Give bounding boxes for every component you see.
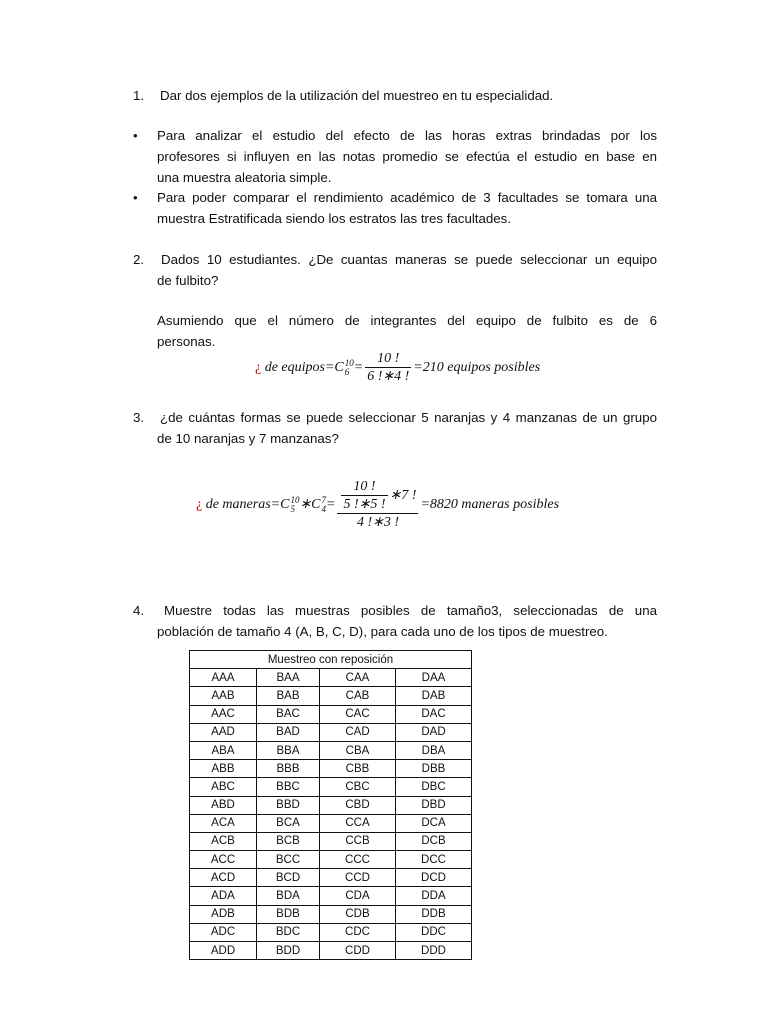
table-cell: DCB	[396, 832, 472, 850]
question-4-number: 4.	[133, 603, 145, 618]
table-cell: ADD	[190, 942, 257, 960]
table-cell: BCB	[257, 832, 320, 850]
outer-denominator: 4 !∗3 !	[337, 513, 418, 531]
formula-equipos: ¿ de equipos=C 10 6 = $\frac{10 !}{6 !∗4 !}$ =210 equipos posibles	[255, 351, 541, 384]
table-row	[190, 832, 472, 850]
question-2-number: 2.	[133, 252, 145, 267]
combination-sup: 10	[344, 358, 354, 368]
table-cell: ABC	[190, 778, 257, 796]
table-body	[190, 669, 472, 960]
fraction-denominator: 6 !∗4 !	[367, 369, 410, 384]
table-cell: CAB	[320, 687, 396, 705]
bullet-icon: •	[133, 190, 138, 205]
table-cell: ACB	[190, 832, 257, 850]
combination-indices	[322, 496, 327, 514]
fraction	[365, 351, 411, 385]
formula-maneras: ¿ de maneras=C 10 5 ∗C 7 4 = $\frac{10 !}{5 !∗5 !}$ ∗7 ! 4 !∗3 ! =8820 maneras posibles	[196, 479, 560, 530]
table-row	[190, 905, 472, 923]
table-cell: AAC	[190, 705, 257, 723]
table-cell: DAB	[396, 687, 472, 705]
table-cell: BDD	[257, 942, 320, 960]
table-cell: CBD	[320, 796, 396, 814]
table-cell: ACD	[190, 869, 257, 887]
table-row	[190, 814, 472, 832]
table-row	[190, 942, 472, 960]
table-cell: DAC	[396, 705, 472, 723]
formula-lhs: de equipos=C	[264, 360, 344, 376]
table-cell: AAD	[190, 723, 257, 741]
table-cell: CAA	[320, 669, 396, 687]
table-row	[190, 869, 472, 887]
fraction-numerator: 10 !	[377, 351, 400, 366]
table-cell: DAD	[396, 723, 472, 741]
table-cell: CDD	[320, 942, 396, 960]
inverted-question-mark: ¿	[255, 360, 262, 376]
table-cell: DAA	[396, 669, 472, 687]
table-cell: BAA	[257, 669, 320, 687]
table-cell: CDA	[320, 887, 396, 905]
sampling-table	[189, 650, 472, 960]
outer-fraction	[337, 479, 418, 531]
table-row	[190, 887, 472, 905]
table-row	[190, 760, 472, 778]
table-cell: BBC	[257, 778, 320, 796]
question-2-line-1: Dados 10 estudiantes. ¿De cuantas maneras se puede seleccionar un equipo	[161, 252, 657, 267]
table-cell: BAC	[257, 705, 320, 723]
outer-numerator	[337, 479, 418, 513]
combination-sub: 6	[344, 367, 350, 377]
question-3-line-1: ¿de cuántas formas se puede seleccionar 5 naranjas y 4 manzanas de un grupo	[160, 410, 657, 425]
question-4-line-2: población de tamaño 4 (A, B, C, D), para cada uno de los tipos de muestreo.	[157, 624, 608, 639]
table-cell: AAA	[190, 669, 257, 687]
bullet-icon: •	[133, 128, 138, 143]
combination-indices	[345, 359, 354, 377]
table-cell: ACA	[190, 814, 257, 832]
bullet-1-line-2: profesores si influyen en las notas promedio se efectúa el estudio en base en	[157, 149, 657, 164]
table-row	[190, 705, 472, 723]
table-cell: CBB	[320, 760, 396, 778]
table-cell: ABA	[190, 741, 257, 759]
table-cell: CDC	[320, 923, 396, 941]
bullet-1-line-3: una muestra aleatoria simple.	[157, 170, 332, 185]
table-cell: CAD	[320, 723, 396, 741]
table-cell: ABB	[190, 760, 257, 778]
table-cell: BCC	[257, 851, 320, 869]
table-cell: CDB	[320, 905, 396, 923]
formula-lhs: de maneras=C	[205, 497, 290, 513]
table-cell: BBD	[257, 796, 320, 814]
table-title: Muestreo con reposición	[190, 651, 472, 669]
table-row	[190, 687, 472, 705]
table-row	[190, 741, 472, 759]
table-header-row	[190, 651, 472, 669]
bullet-2-line-2: muestra Estratificada siendo los estratos las tres facultades.	[157, 211, 512, 226]
table-cell: DCA	[396, 814, 472, 832]
formula-mid: ∗C	[299, 497, 321, 513]
table-cell: BCA	[257, 814, 320, 832]
formula-result: =210 equipos posibles	[413, 360, 541, 376]
question-4-line-1: Muestre todas las muestras posibles de tamaño3, seleccionadas de una	[164, 603, 657, 618]
table-cell: BAD	[257, 723, 320, 741]
table-cell: BBA	[257, 741, 320, 759]
question-2-line-2: de fulbito?	[157, 273, 219, 288]
question-3-line-2: de 10 naranjas y 7 manzanas?	[157, 431, 339, 446]
table-cell: DCC	[396, 851, 472, 869]
table-cell: CCA	[320, 814, 396, 832]
table-cell: AAB	[190, 687, 257, 705]
formula-result: =8820 maneras posibles	[420, 497, 560, 513]
table-row	[190, 778, 472, 796]
table-row	[190, 923, 472, 941]
table-cell: DBD	[396, 796, 472, 814]
table-cell: BDC	[257, 923, 320, 941]
table-cell: ABD	[190, 796, 257, 814]
table-cell: CBA	[320, 741, 396, 759]
table-cell: DCD	[396, 869, 472, 887]
question-3-number: 3.	[133, 410, 145, 425]
inner-denominator: 5 !∗5 !	[343, 497, 386, 512]
table-cell: CCC	[320, 851, 396, 869]
table-cell: BDB	[257, 905, 320, 923]
combination-sub: 5	[290, 504, 295, 514]
table-cell: DDD	[396, 942, 472, 960]
combination-sup: 10	[290, 495, 300, 505]
table-row	[190, 851, 472, 869]
table-cell: ADA	[190, 887, 257, 905]
table-row	[190, 723, 472, 741]
combination-sup: 7	[321, 495, 327, 505]
table-cell: DDB	[396, 905, 472, 923]
table-row	[190, 796, 472, 814]
table-cell: ADC	[190, 923, 257, 941]
table-cell: BBB	[257, 760, 320, 778]
table-cell: BAB	[257, 687, 320, 705]
table-row	[190, 669, 472, 687]
times-seven-factorial: ∗7 !	[389, 488, 417, 504]
table-cell: ADB	[190, 905, 257, 923]
table-cell: ACC	[190, 851, 257, 869]
table-cell: BDA	[257, 887, 320, 905]
table-cell: BCD	[257, 869, 320, 887]
table-cell: CCD	[320, 869, 396, 887]
inverted-question-mark: ¿	[196, 497, 203, 513]
table-cell: DBC	[396, 778, 472, 796]
assumption-line-1: Asumiendo que el número de integrantes del equipo de fulbito es de 6	[157, 313, 657, 328]
table-cell: CCB	[320, 832, 396, 850]
assumption-line-2: personas.	[157, 334, 216, 349]
combination-sub: 4	[321, 504, 327, 514]
inner-numerator: 10 !	[353, 479, 376, 494]
table-cell: CAC	[320, 705, 396, 723]
table-cell: DDA	[396, 887, 472, 905]
bullet-1-line-1: Para analizar el estudio del efecto de las horas extras brindadas por los	[157, 128, 657, 143]
bullet-2-line-1: Para poder comparar el rendimiento académico de 3 facultades se tomara una	[157, 190, 657, 205]
table-cell: DBA	[396, 741, 472, 759]
inner-fraction	[341, 479, 387, 513]
question-1-number: 1.	[133, 88, 145, 103]
question-1-text: Dar dos ejemplos de la utilización del muestreo en tu especialidad.	[160, 88, 554, 103]
table-cell: DBB	[396, 760, 472, 778]
table-cell: DDC	[396, 923, 472, 941]
table-cell: CBC	[320, 778, 396, 796]
